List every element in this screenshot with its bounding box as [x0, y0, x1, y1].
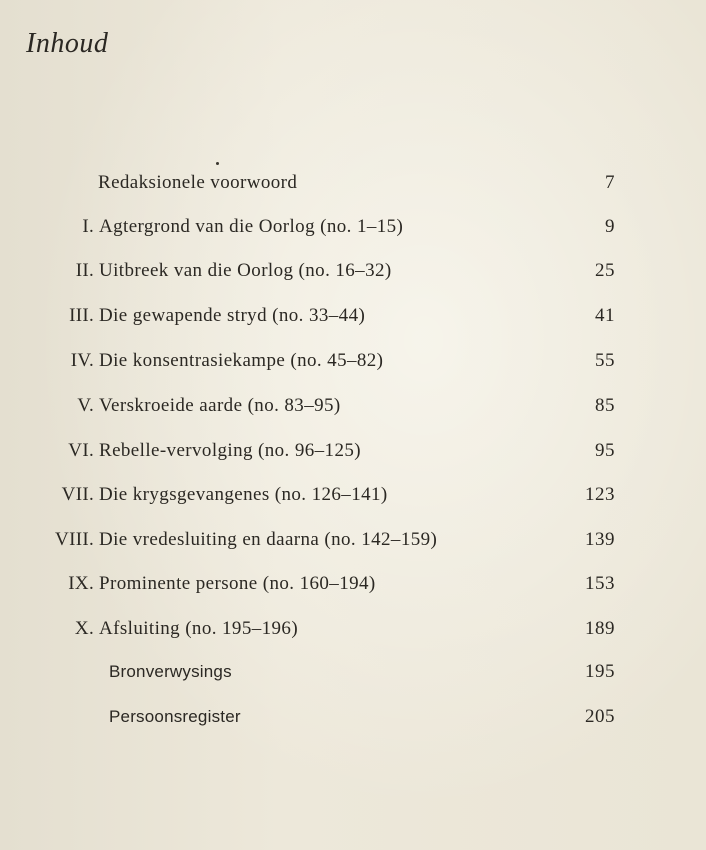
toc-title: Die konsentrasiekampe (no. 45–82) [99, 350, 384, 371]
toc-page-number: 195 [585, 661, 615, 682]
toc-title: Agtergrond van die Oorlog (no. 1–15) [99, 216, 404, 237]
toc-page-number: 7 [605, 172, 615, 193]
toc-title: Uitbreek van die Oorlog (no. 16–32) [99, 260, 392, 281]
toc-page-number: 189 [585, 618, 615, 639]
toc-row-chapter-3 [0, 299, 706, 333]
toc-page-number: 55 [595, 350, 615, 371]
toc-row-chapter-5 [0, 389, 706, 423]
toc-row-chapter-9 [0, 567, 706, 601]
toc-row-chapter-8 [0, 523, 706, 557]
toc-chapter-number: IX. [68, 573, 94, 594]
toc-page-number: 153 [585, 573, 615, 594]
toc-title: Die gewapende stryd (no. 33–44) [99, 305, 366, 326]
toc-row-persoonsregister [0, 700, 706, 734]
toc-title: Verskroeide aarde (no. 83–95) [99, 395, 341, 416]
page-title: Inhoud [26, 28, 109, 59]
toc-chapter-number: III. [69, 305, 94, 326]
toc-chapter-number: X. [74, 618, 94, 639]
toc-row-chapter-7 [0, 478, 706, 512]
toc-title: Redaksionele voorwoord [98, 172, 298, 193]
toc-page-number: 123 [585, 484, 615, 505]
toc-chapter-number: VII. [61, 484, 94, 505]
toc-title: Die vredesluiting en daarna (no. 142–159) [99, 529, 438, 550]
toc-chapter-number: IV. [70, 350, 94, 371]
toc-row-chapter-6 [0, 434, 706, 468]
toc-chapter-number: V. [77, 395, 94, 416]
toc-row-chapter-1 [0, 210, 706, 244]
toc-title: Prominente persone (no. 160–194) [99, 573, 376, 594]
toc-row-chapter-2 [0, 254, 706, 288]
toc-chapter-number: I. [82, 216, 94, 237]
toc-page-number: 139 [585, 529, 615, 550]
toc-row-chapter-4 [0, 344, 706, 378]
toc-row-bronverwysings [0, 655, 706, 689]
toc-title: Afsluiting (no. 195–196) [99, 618, 299, 639]
toc-page-number: 9 [605, 216, 615, 237]
toc-page-number: 41 [595, 305, 615, 326]
toc-page-number: 95 [595, 440, 615, 461]
toc-row-chapter-10 [0, 612, 706, 646]
toc-chapter-number: II. [75, 260, 94, 281]
toc-chapter-number: VI. [68, 440, 94, 461]
toc-page-number: 205 [585, 706, 615, 727]
toc-chapter-number: VIII. [55, 529, 94, 550]
toc-title: Bronverwysings [109, 662, 232, 681]
toc-page-number: 85 [595, 395, 615, 416]
toc-row-voorwoord [0, 166, 706, 200]
toc-title: Persoonsregister [109, 707, 241, 726]
toc-title: Rebelle-vervolging (no. 96–125) [99, 440, 361, 461]
toc-page-number: 25 [595, 260, 615, 281]
toc-title: Die krygsgevangenes (no. 126–141) [99, 484, 388, 505]
